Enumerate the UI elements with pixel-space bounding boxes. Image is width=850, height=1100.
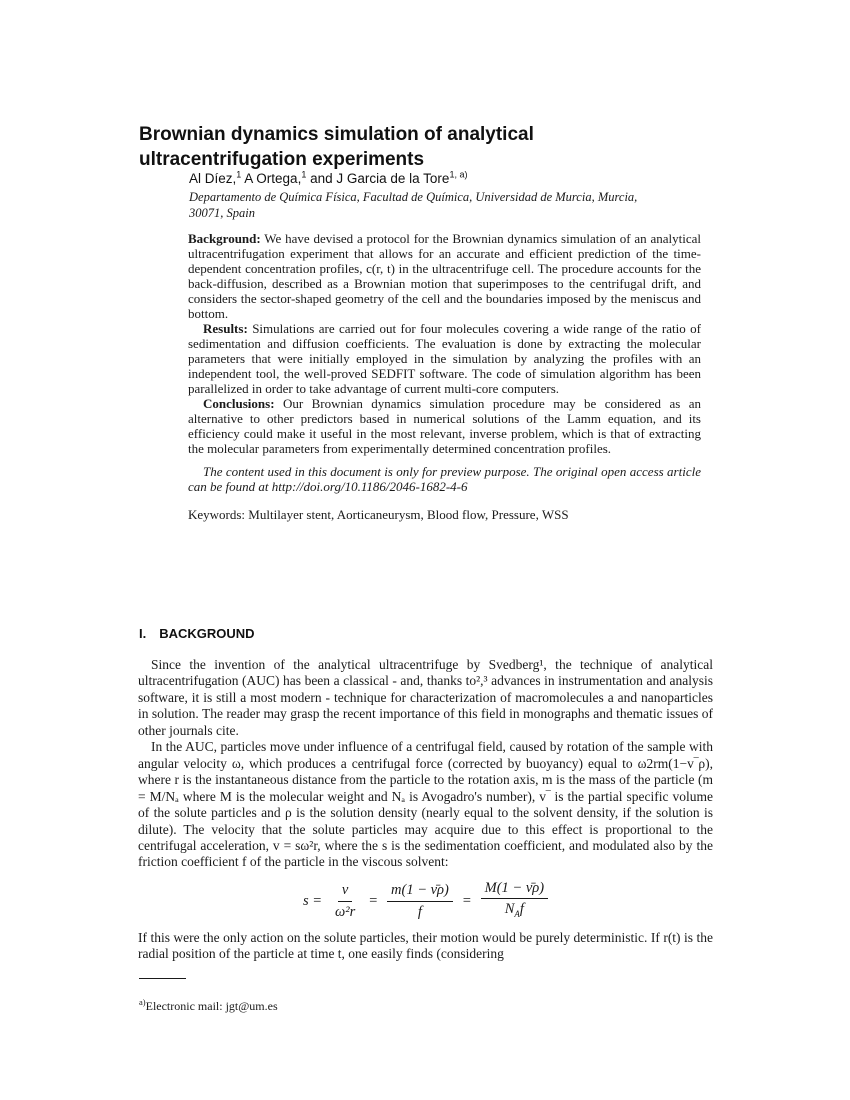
keywords-label: Keywords: [188,507,246,522]
abstract-results-text: Simulations are carried out for four molecules covering a wide range of the ratio of sedimentation and diffusion coefficients. The evaluation is done by extracting the molecular parameters that were initially employed in the simulation by analyzing the profiles with an independent tool, the well-proved SEDFIT software. The code of simulation algorithm has been parallelized in order to take advantage of current multi-core computers. [188,321,701,396]
abstract-results-paragraph [188,321,701,396]
abstract-background-paragraph [188,231,701,321]
abstract-conclusions-text: Our Brownian dynamics simulation procedure may be considered as an alternative to other predictors based in numerical solutions of the Lamm equation, and its efficiency could make it useful in the most relevant, inverse problem, which is that of extracting the molecular parameters from experimentally determined concentration profiles. [188,396,701,456]
display-equation-sedimentation-coefficient [138,880,713,923]
footnote-marker: a) [139,997,146,1007]
fraction-1-denominator: ω²r [335,903,356,920]
affiliation-line-1: Departamento de Química Física, Facultad de Química, Universidad de Murcia, Murcia, [189,190,638,204]
author-1-name: Al Díez, [189,171,237,186]
preview-note: The content used in this document is only for preview purpose. The original open access article can be found at http://doi.org/10.1186/2046-1682-4-6 [188,464,701,494]
abstract-background-text: We have devised a protocol for the Brownian dynamics simulation of an analytical ultracentrifugation experiment that allows for an accurate and efficient prediction of the time-dependent concentration profiles, c(r, t) in the ultracentrifuge cell. The procedure accounts for the back-diffusion, described as a Brownian motion that superimposes to the centrifugal drift, and considers the sector-shaped geometry of the cell and the boundaries imposed by the meniscus and bottom. [188,231,701,321]
fraction-2-denominator: f [417,903,422,920]
equation-fraction-2 [387,882,453,920]
author-1-superscript: 1 [236,169,242,180]
body-paragraph-2: In the AUC, particles move under influence of a centrifugal field, caused by rotation of the sample with angular velocity ω, which produces a centrifugal force (corrected by buoyancy) equal to ω2rm(1−v‾ρ), where r is the instantaneous distance from the particle to the rotation axis, m is the mass of the particle (m = M/Nₐ where M is the molecular weight and Nₐ is Avogadro's number), v‾ is the partial specific volume of the solute particles and ρ is the solution density (nearly equal to the solvent density, if the solution is dilute). The velocity that the solute particles may acquire due to this effect is proportional to the centrifugal acceleration, v = sω²r, where the s is the sedimentation coefficient, and modulated also by the friction coefficient f of the particle in the viscous solvent: [138,739,713,870]
equation-equals-2: = [368,893,379,910]
author-1 [189,171,241,186]
affiliation-line-2: 30071, Spain [189,205,255,220]
abstract-results-label: Results: [203,321,248,336]
abstract [188,231,701,522]
equation-fraction-1 [331,882,359,920]
footnote-text: Electronic mail: jgt@um.es [145,999,278,1013]
abstract-conclusions-paragraph [188,396,701,456]
body-text [138,657,713,963]
author-3 [306,171,467,186]
fraction-3-numerator: M(1 − ν̄ρ) [481,880,548,899]
section-number: I. [139,626,147,641]
abstract-conclusions-label: Conclusions: [203,396,275,411]
fraction-3-den-rest: f [519,901,524,918]
author-2-name: A Ortega, [241,171,302,186]
fraction-3-denominator [501,899,528,922]
paper-title-line-2: ultracentrifugation experiments [139,149,425,170]
fraction-2-numerator: m(1 − ν̄ρ) [387,882,453,901]
keywords-line [188,507,701,522]
author-2 [241,171,306,186]
paper-title [139,122,719,172]
body-paragraph-3: If this were the only action on the solute particles, their motion would be purely deterministic. If r(t) is the radial position of the particle at time t, one easily finds (considering [138,929,713,962]
author-2-superscript: 1 [301,169,307,180]
paper-title-line-1: Brownian dynamics simulation of analytical [139,124,534,145]
affiliation [189,190,709,221]
author-3-superscript: 1, a) [449,169,468,180]
equation-fraction-3 [481,880,548,923]
author-3-name: and J Garcia de la Tore [306,171,450,186]
abstract-background-label: Background: [188,231,261,246]
section-heading-background [139,626,255,641]
fraction-3-den-subscript: A [514,909,520,920]
footnote [139,997,639,1014]
section-title: BACKGROUND [159,626,255,641]
authors-line [189,171,709,187]
fraction-1-numerator: ν [338,882,352,901]
body-paragraph-1: Since the invention of the analytical ultracentrifuge by Svedberg¹, the technique of analytical ultracentrifugation (AUC) has been a classical - and, thanks to²,³ advances in instrumentation and analysis software, it is still a most modern - technique for characterization of macromolecules a and nanoparticles in solution. The reader may grasp the recent importance of this field in monographs and thematic issues of other journals cite. [138,657,713,738]
equation-equals-3: = [461,893,472,910]
fraction-3-den-base: N [504,901,515,918]
keywords-text: Multilayer stent, Aorticaneurysm, Blood flow, Pressure, WSS [245,507,569,522]
footnote-rule [139,978,186,979]
equation-lhs: s = [302,893,322,910]
